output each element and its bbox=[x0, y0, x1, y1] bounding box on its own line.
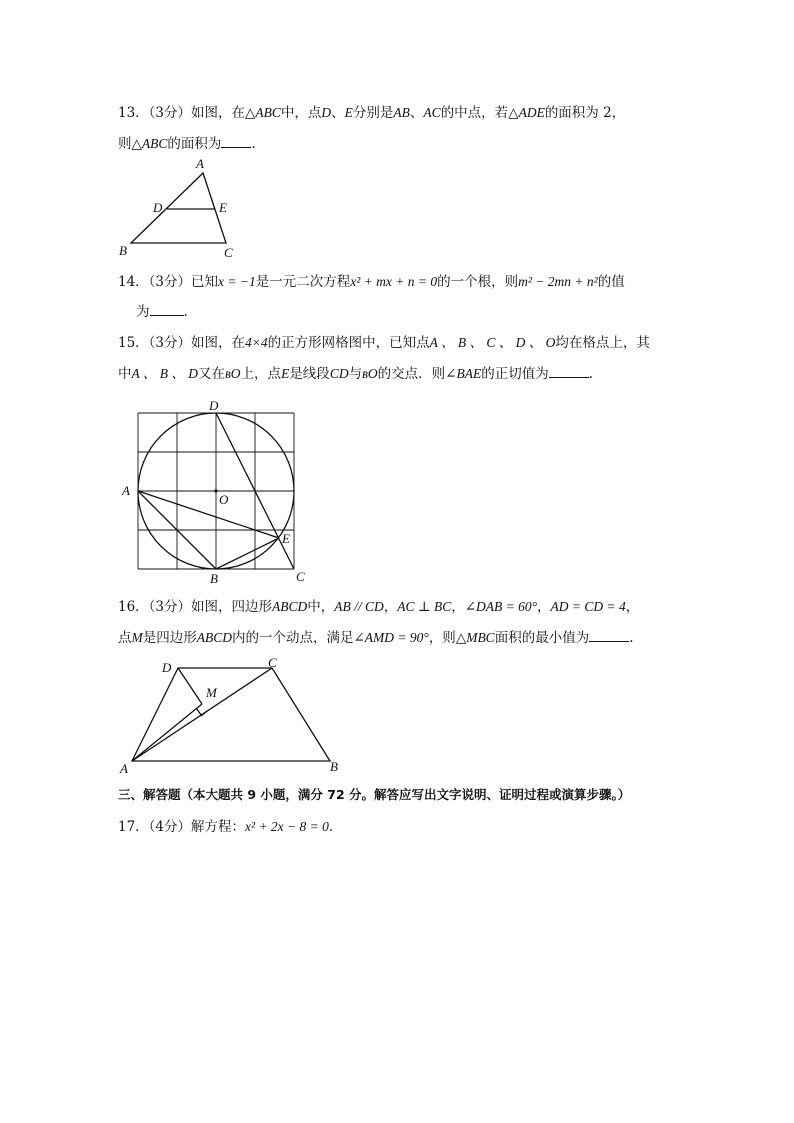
label-o: O bbox=[219, 492, 229, 507]
label-b: B bbox=[119, 243, 127, 258]
q15-line-2: 中A 、 B 、 D又在ʙO上，点E是线段CD与ʙO的交点．则∠BAE的正切值为 . bbox=[118, 366, 593, 382]
label-b: B bbox=[330, 759, 338, 774]
label-c: C bbox=[268, 655, 277, 670]
segment-am bbox=[132, 704, 202, 761]
label-d: D bbox=[153, 200, 163, 215]
label-e: E bbox=[282, 531, 290, 546]
q17-line: 17．（4分）解方程：x² + 2x − 8 = 0. bbox=[118, 819, 334, 835]
label-e: E bbox=[219, 200, 227, 215]
label-d: D bbox=[209, 398, 219, 413]
q14-line-2: 为 . bbox=[136, 304, 188, 320]
q16-line-1: 16．（3分）如图，四边形ABCD中，AB // CD，AC ⊥ BC，∠DAB = 60°，AD = CD = 4， bbox=[118, 599, 640, 615]
label-a: A bbox=[196, 156, 204, 171]
label-m: M bbox=[206, 685, 217, 700]
q13-line-1: 13．（3分）如图，在△ABC中，点D、E分别是AB、AC的中点，若△ADE的面积为 2， bbox=[118, 105, 626, 121]
section-heading-3: 三、解答题（本大题共 9 小题，满分 72 分。解答应写出文字说明、证明过程或演算步骤。） bbox=[118, 787, 631, 802]
label-c: C bbox=[224, 245, 233, 260]
label-a: A bbox=[122, 483, 130, 498]
q14-line-1: 14．（3分）已知x = −1是一元二次方程x² + mx + n = 0的一个根，则m² − 2mn + n²的值 bbox=[118, 274, 625, 290]
q16-line-2: 点M是四边形ABCD内的一个动点，满足∠AMD = 90°，则△MBC面积的最小值为 . bbox=[118, 630, 634, 646]
segment-dm bbox=[178, 668, 202, 704]
label-d: D bbox=[162, 660, 172, 675]
q13-line-2: 则△ABC的面积为 . bbox=[118, 136, 256, 152]
label-c: C bbox=[296, 569, 305, 584]
label-a: A bbox=[120, 761, 128, 776]
q15-line-1: 15．（3分）如图，在4×4的正方形网格图中，已知点A 、 B 、 C 、 D 、 O均在格点上，其 bbox=[118, 335, 650, 351]
label-b: B bbox=[210, 571, 218, 586]
quadrilateral-abcd bbox=[132, 668, 330, 761]
